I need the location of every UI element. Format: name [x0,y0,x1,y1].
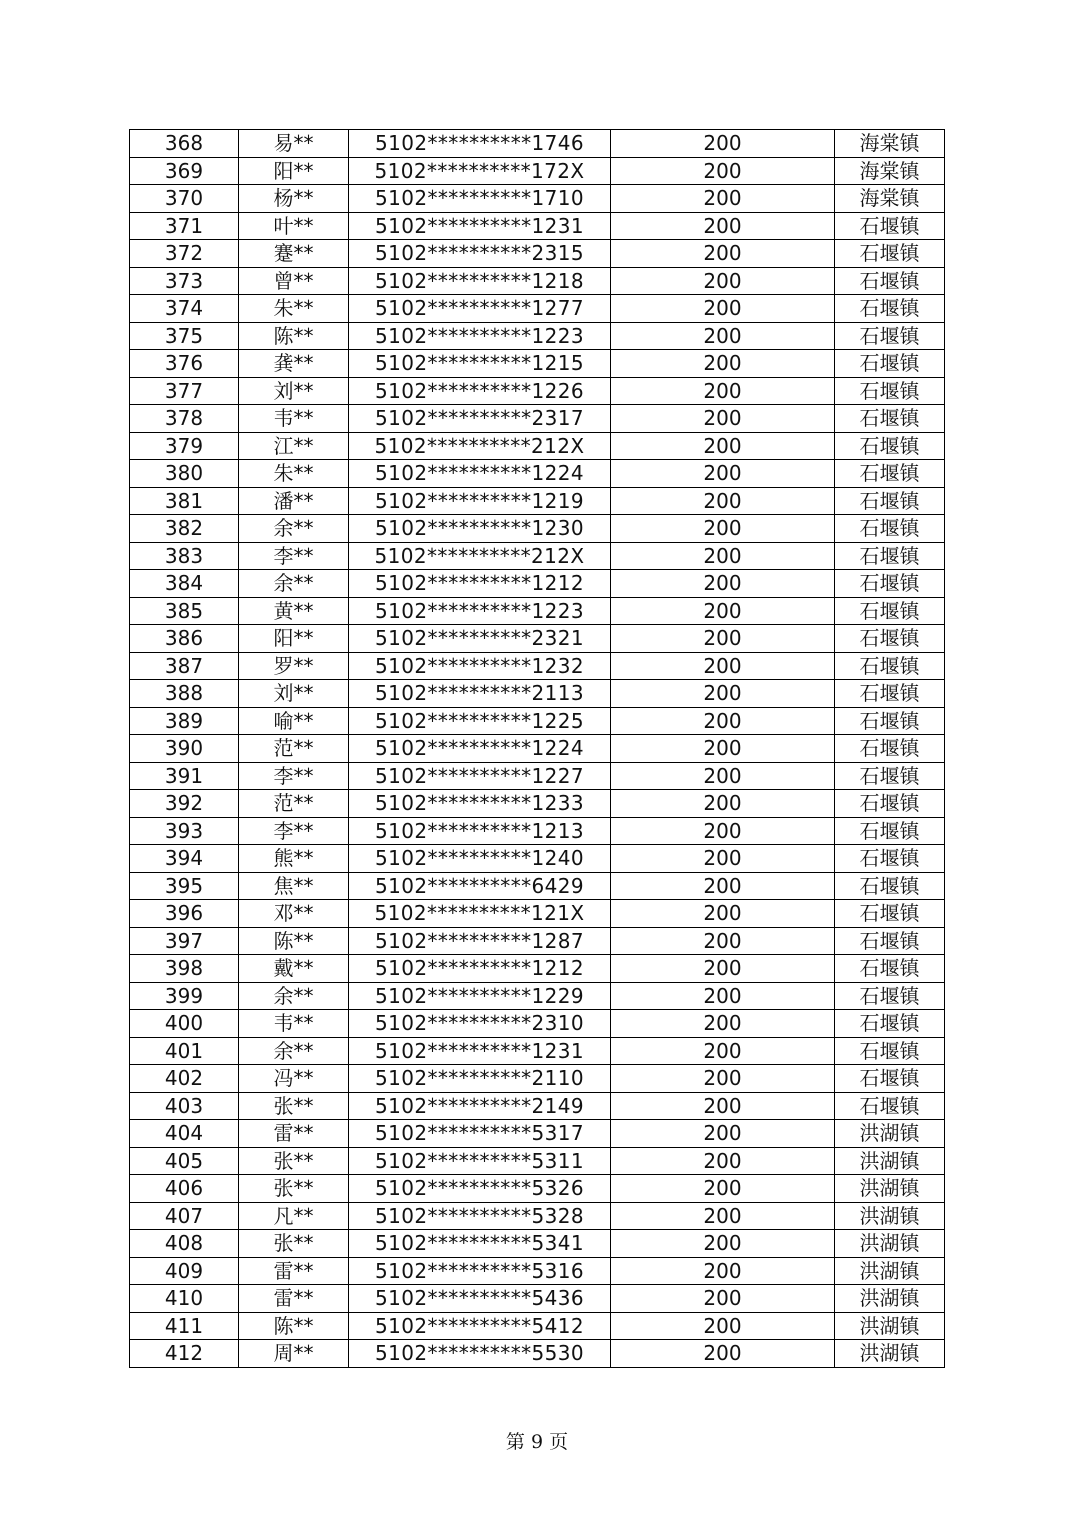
id-number-cell: 5102**********1212 [349,955,611,983]
name-cell: 余** [239,1037,349,1065]
name-cell: 刘** [239,680,349,708]
amount-cell: 200 [611,1065,835,1093]
table-row [130,157,945,185]
name-cell: 杨** [239,185,349,213]
town-cell: 洪湖镇 [835,1230,945,1258]
table-row [130,735,945,763]
amount-cell: 200 [611,515,835,543]
id-number-cell: 5102**********2113 [349,680,611,708]
name-cell: 曾** [239,267,349,295]
table-row [130,295,945,323]
name-cell: 张** [239,1175,349,1203]
row-number: 375 [130,322,239,350]
row-number: 376 [130,350,239,378]
row-number: 411 [130,1312,239,1340]
id-number-cell: 5102**********1231 [349,1037,611,1065]
town-cell: 石堰镇 [835,1092,945,1120]
name-cell: 陈** [239,927,349,955]
table-row [130,240,945,268]
amount-cell: 200 [611,405,835,433]
name-cell: 陈** [239,322,349,350]
town-cell: 石堰镇 [835,460,945,488]
id-number-cell: 5102**********2317 [349,405,611,433]
name-cell: 韦** [239,405,349,433]
amount-cell: 200 [611,212,835,240]
id-number-cell: 5102**********2110 [349,1065,611,1093]
id-number-cell: 5102**********1230 [349,515,611,543]
town-cell: 洪湖镇 [835,1175,945,1203]
row-number: 392 [130,790,239,818]
row-number: 407 [130,1202,239,1230]
row-number: 389 [130,707,239,735]
name-cell: 潘** [239,487,349,515]
table-row [130,707,945,735]
amount-cell: 200 [611,295,835,323]
town-cell: 石堰镇 [835,982,945,1010]
id-number-cell: 5102**********1213 [349,817,611,845]
town-cell: 洪湖镇 [835,1202,945,1230]
table-row [130,570,945,598]
id-number-cell: 5102**********5311 [349,1147,611,1175]
amount-cell: 200 [611,157,835,185]
amount-cell: 200 [611,1340,835,1368]
row-number: 410 [130,1285,239,1313]
row-number: 406 [130,1175,239,1203]
id-number-cell: 5102**********1233 [349,790,611,818]
id-number-cell: 5102**********2310 [349,1010,611,1038]
town-cell: 石堰镇 [835,240,945,268]
amount-cell: 200 [611,1147,835,1175]
town-cell: 石堰镇 [835,790,945,818]
table-row [130,1092,945,1120]
amount-cell: 200 [611,1120,835,1148]
row-number: 385 [130,597,239,625]
amount-cell: 200 [611,927,835,955]
table-row [130,515,945,543]
row-number: 401 [130,1037,239,1065]
id-number-cell: 5102**********5316 [349,1257,611,1285]
row-number: 383 [130,542,239,570]
amount-cell: 200 [611,735,835,763]
table-row [130,460,945,488]
name-cell: 叶** [239,212,349,240]
id-number-cell: 5102**********1224 [349,735,611,763]
town-cell: 海棠镇 [835,130,945,158]
town-cell: 石堰镇 [835,1010,945,1038]
id-number-cell: 5102**********1277 [349,295,611,323]
id-number-cell: 5102**********1227 [349,762,611,790]
town-cell: 海棠镇 [835,185,945,213]
row-number: 412 [130,1340,239,1368]
row-number: 390 [130,735,239,763]
row-number: 399 [130,982,239,1010]
amount-cell: 200 [611,1202,835,1230]
amount-cell: 200 [611,680,835,708]
id-number-cell: 5102**********1223 [349,322,611,350]
amount-cell: 200 [611,487,835,515]
amount-cell: 200 [611,185,835,213]
name-cell: 熊** [239,845,349,873]
id-number-cell: 5102**********1287 [349,927,611,955]
amount-cell: 200 [611,790,835,818]
amount-cell: 200 [611,1010,835,1038]
town-cell: 石堰镇 [835,900,945,928]
table-body [130,130,945,1368]
id-number-cell: 5102**********2149 [349,1092,611,1120]
name-cell: 龚** [239,350,349,378]
amount-cell: 200 [611,1312,835,1340]
town-cell: 石堰镇 [835,377,945,405]
table-row [130,762,945,790]
amount-cell: 200 [611,955,835,983]
town-cell: 石堰镇 [835,1037,945,1065]
name-cell: 余** [239,570,349,598]
row-number: 394 [130,845,239,873]
table-row [130,872,945,900]
name-cell: 凡** [239,1202,349,1230]
amount-cell: 200 [611,460,835,488]
amount-cell: 200 [611,1257,835,1285]
row-number: 370 [130,185,239,213]
row-number: 371 [130,212,239,240]
name-cell: 冯** [239,1065,349,1093]
amount-cell: 200 [611,1230,835,1258]
town-cell: 石堰镇 [835,625,945,653]
amount-cell: 200 [611,1037,835,1065]
amount-cell: 200 [611,707,835,735]
id-number-cell: 5102**********1232 [349,652,611,680]
amount-cell: 200 [611,432,835,460]
row-number: 403 [130,1092,239,1120]
amount-cell: 200 [611,350,835,378]
town-cell: 洪湖镇 [835,1285,945,1313]
name-cell: 陈** [239,1312,349,1340]
name-cell: 阳** [239,157,349,185]
row-number: 400 [130,1010,239,1038]
amount-cell: 200 [611,762,835,790]
name-cell: 黄** [239,597,349,625]
amount-cell: 200 [611,570,835,598]
row-number: 377 [130,377,239,405]
table-row [130,1037,945,1065]
name-cell: 雷** [239,1257,349,1285]
id-number-cell: 5102**********1225 [349,707,611,735]
id-number-cell: 5102**********121X [349,900,611,928]
id-number-cell: 5102**********1710 [349,185,611,213]
town-cell: 石堰镇 [835,817,945,845]
town-cell: 石堰镇 [835,212,945,240]
amount-cell: 200 [611,240,835,268]
name-cell: 李** [239,817,349,845]
id-number-cell: 5102**********1231 [349,212,611,240]
name-cell: 周** [239,1340,349,1368]
table-row [130,212,945,240]
town-cell: 洪湖镇 [835,1257,945,1285]
id-number-cell: 5102**********5412 [349,1312,611,1340]
id-number-cell: 5102**********1223 [349,597,611,625]
amount-cell: 200 [611,130,835,158]
row-number: 372 [130,240,239,268]
table-row [130,267,945,295]
row-number: 393 [130,817,239,845]
town-cell: 海棠镇 [835,157,945,185]
table-row [130,1175,945,1203]
name-cell: 雷** [239,1120,349,1148]
table-row [130,680,945,708]
id-number-cell: 5102**********1229 [349,982,611,1010]
name-cell: 阳** [239,625,349,653]
amount-cell: 200 [611,597,835,625]
id-number-cell: 5102**********2315 [349,240,611,268]
row-number: 398 [130,955,239,983]
row-number: 387 [130,652,239,680]
id-number-cell: 5102**********1746 [349,130,611,158]
id-number-cell: 5102**********172X [349,157,611,185]
name-cell: 张** [239,1092,349,1120]
table-row [130,487,945,515]
name-cell: 张** [239,1147,349,1175]
row-number: 397 [130,927,239,955]
name-cell: 韦** [239,1010,349,1038]
amount-cell: 200 [611,1175,835,1203]
row-number: 384 [130,570,239,598]
row-number: 402 [130,1065,239,1093]
table-row [130,405,945,433]
row-number: 382 [130,515,239,543]
name-cell: 范** [239,790,349,818]
amount-cell: 200 [611,817,835,845]
table-row [130,817,945,845]
amount-cell: 200 [611,542,835,570]
amount-cell: 200 [611,1285,835,1313]
amount-cell: 200 [611,845,835,873]
name-cell: 余** [239,982,349,1010]
table-row [130,350,945,378]
amount-cell: 200 [611,377,835,405]
town-cell: 石堰镇 [835,542,945,570]
name-cell: 戴** [239,955,349,983]
amount-cell: 200 [611,872,835,900]
table-row [130,790,945,818]
town-cell: 石堰镇 [835,955,945,983]
town-cell: 洪湖镇 [835,1120,945,1148]
row-number: 379 [130,432,239,460]
amount-cell: 200 [611,1092,835,1120]
town-cell: 石堰镇 [835,652,945,680]
id-number-cell: 5102**********212X [349,432,611,460]
table-row [130,597,945,625]
town-cell: 洪湖镇 [835,1340,945,1368]
town-cell: 石堰镇 [835,735,945,763]
id-number-cell: 5102**********5436 [349,1285,611,1313]
row-number: 395 [130,872,239,900]
table-row [130,1257,945,1285]
row-number: 408 [130,1230,239,1258]
table-row [130,1285,945,1313]
amount-cell: 200 [611,982,835,1010]
table-row [130,1202,945,1230]
row-number: 374 [130,295,239,323]
town-cell: 石堰镇 [835,872,945,900]
town-cell: 石堰镇 [835,432,945,460]
table-row [130,1312,945,1340]
row-number: 409 [130,1257,239,1285]
table-row [130,927,945,955]
row-number: 369 [130,157,239,185]
table-row [130,845,945,873]
table-row [130,1120,945,1148]
table-row [130,1065,945,1093]
name-cell: 喻** [239,707,349,735]
id-number-cell: 5102**********1240 [349,845,611,873]
amount-cell: 200 [611,322,835,350]
row-number: 381 [130,487,239,515]
id-number-cell: 5102**********5326 [349,1175,611,1203]
amount-cell: 200 [611,652,835,680]
table-row [130,900,945,928]
name-cell: 焦** [239,872,349,900]
id-number-cell: 5102**********1215 [349,350,611,378]
name-cell: 雷** [239,1285,349,1313]
town-cell: 洪湖镇 [835,1147,945,1175]
id-number-cell: 5102**********2321 [349,625,611,653]
town-cell: 石堰镇 [835,405,945,433]
table-row [130,1340,945,1368]
town-cell: 石堰镇 [835,845,945,873]
table-row [130,322,945,350]
id-number-cell: 5102**********5530 [349,1340,611,1368]
id-number-cell: 5102**********1219 [349,487,611,515]
town-cell: 石堰镇 [835,487,945,515]
town-cell: 石堰镇 [835,1065,945,1093]
table-row [130,130,945,158]
town-cell: 洪湖镇 [835,1312,945,1340]
row-number: 380 [130,460,239,488]
town-cell: 石堰镇 [835,680,945,708]
town-cell: 石堰镇 [835,597,945,625]
table-row [130,625,945,653]
name-cell: 罗** [239,652,349,680]
town-cell: 石堰镇 [835,350,945,378]
id-number-cell: 5102**********1226 [349,377,611,405]
table-row [130,955,945,983]
row-number: 405 [130,1147,239,1175]
name-cell: 朱** [239,460,349,488]
id-number-cell: 5102**********212X [349,542,611,570]
id-number-cell: 5102**********5341 [349,1230,611,1258]
row-number: 378 [130,405,239,433]
row-number: 388 [130,680,239,708]
row-number: 386 [130,625,239,653]
page-number: 第 9 页 [505,1431,569,1453]
name-cell: 邓** [239,900,349,928]
town-cell: 石堰镇 [835,295,945,323]
id-number-cell: 5102**********1224 [349,460,611,488]
amount-cell: 200 [611,625,835,653]
town-cell: 石堰镇 [835,707,945,735]
row-number: 391 [130,762,239,790]
id-number-cell: 5102**********5317 [349,1120,611,1148]
table-row [130,652,945,680]
name-cell: 易** [239,130,349,158]
name-cell: 朱** [239,295,349,323]
table-row [130,1010,945,1038]
id-number-cell: 5102**********6429 [349,872,611,900]
amount-cell: 200 [611,900,835,928]
town-cell: 石堰镇 [835,570,945,598]
row-number: 396 [130,900,239,928]
table-row [130,1147,945,1175]
name-cell: 范** [239,735,349,763]
name-cell: 江** [239,432,349,460]
table-row [130,432,945,460]
name-cell: 李** [239,762,349,790]
town-cell: 石堰镇 [835,322,945,350]
town-cell: 石堰镇 [835,515,945,543]
table-row [130,185,945,213]
row-number: 368 [130,130,239,158]
town-cell: 石堰镇 [835,927,945,955]
row-number: 373 [130,267,239,295]
name-cell: 李** [239,542,349,570]
id-number-cell: 5102**********1218 [349,267,611,295]
name-cell: 蹇** [239,240,349,268]
id-number-cell: 5102**********5328 [349,1202,611,1230]
table-row [130,377,945,405]
amount-cell: 200 [611,267,835,295]
name-cell: 余** [239,515,349,543]
town-cell: 石堰镇 [835,762,945,790]
subsidy-roster-table [129,129,945,1368]
table-row [130,542,945,570]
name-cell: 张** [239,1230,349,1258]
table-row [130,1230,945,1258]
town-cell: 石堰镇 [835,267,945,295]
name-cell: 刘** [239,377,349,405]
id-number-cell: 5102**********1212 [349,570,611,598]
table-row [130,982,945,1010]
row-number: 404 [130,1120,239,1148]
